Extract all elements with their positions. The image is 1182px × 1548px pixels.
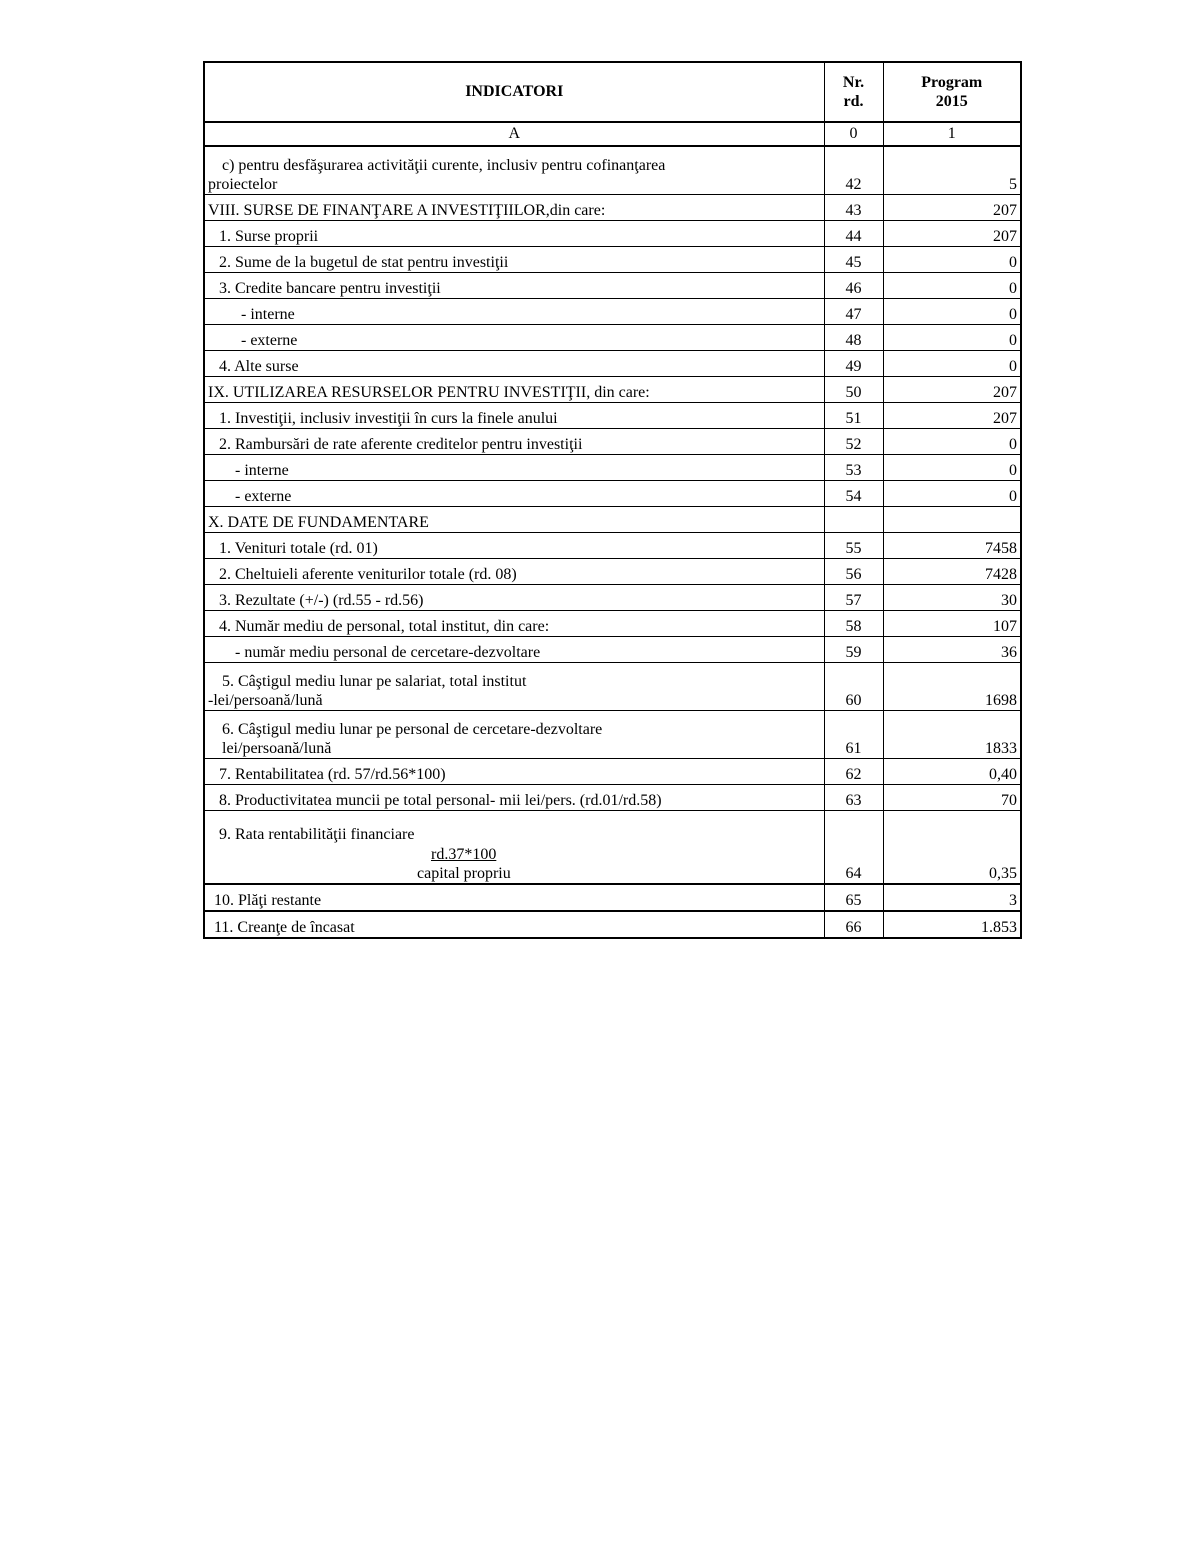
row-value: 207 xyxy=(883,221,1021,247)
row-nr: 55 xyxy=(824,533,883,559)
row-nr: 46 xyxy=(824,273,883,299)
table-row xyxy=(204,299,1021,325)
row-label: 7. Rentabilitatea (rd. 57/rd.56*100) xyxy=(204,759,824,785)
header-program-line2: 2015 xyxy=(935,93,968,110)
row-nr: 51 xyxy=(824,403,883,429)
table-row xyxy=(204,481,1021,507)
table-row xyxy=(204,711,1021,759)
row-value: 207 xyxy=(883,403,1021,429)
row-label: 1. Venituri totale (rd. 01) xyxy=(204,533,824,559)
row-label-line1: c) pentru desfăşurarea activităţii curente, inclusiv pentru cofinanţarea xyxy=(222,156,666,174)
row-nr: 59 xyxy=(824,637,883,663)
row-label: 2. Cheltuieli aferente veniturilor totale (rd. 08) xyxy=(204,559,824,585)
header-indicatori: INDICATORI xyxy=(204,62,824,122)
header-program-line1: Program xyxy=(921,73,983,91)
table-row xyxy=(204,195,1021,221)
row-value: 1833 xyxy=(883,711,1021,759)
row-value: 107 xyxy=(883,611,1021,637)
row-nr: 60 xyxy=(824,663,883,711)
row-label xyxy=(204,663,824,711)
table-row xyxy=(204,533,1021,559)
table-row xyxy=(204,377,1021,403)
table-row xyxy=(204,403,1021,429)
table-row xyxy=(204,785,1021,811)
row-value: 70 xyxy=(883,785,1021,811)
row-nr: 53 xyxy=(824,455,883,481)
table-row xyxy=(204,611,1021,637)
row-label-line1: 9. Rata rentabilităţii financiare xyxy=(219,826,415,844)
row-value: 0 xyxy=(883,325,1021,351)
row-nr: 50 xyxy=(824,377,883,403)
row-label: X. DATE DE FUNDAMENTARE xyxy=(204,507,824,533)
row-value: 0 xyxy=(883,299,1021,325)
table-row xyxy=(204,663,1021,711)
row-label: 2. Rambursări de rate aferente creditelor pentru investiţii xyxy=(204,429,824,455)
row-label: - externe xyxy=(204,325,824,351)
table-row xyxy=(204,325,1021,351)
row-label: 1. Investiţii, inclusiv investiţii în curs la finele anului xyxy=(204,403,824,429)
row-nr: 56 xyxy=(824,559,883,585)
row-value: 0,40 xyxy=(883,759,1021,785)
row-nr: 66 xyxy=(824,911,883,938)
row-label xyxy=(204,711,824,759)
table-row xyxy=(204,146,1021,195)
table-row xyxy=(204,811,1021,885)
row-nr: 45 xyxy=(824,247,883,273)
letter-a: A xyxy=(204,122,824,146)
table-row xyxy=(204,455,1021,481)
header-nr-line1: Nr. xyxy=(842,73,865,91)
row-nr: 49 xyxy=(824,351,883,377)
row-nr: 52 xyxy=(824,429,883,455)
row-label: IX. UTILIZAREA RESURSELOR PENTRU INVESTIŢII, din care: xyxy=(204,377,824,403)
row-label: 2. Sume de la bugetul de stat pentru investiţii xyxy=(204,247,824,273)
row-value: 0,35 xyxy=(883,811,1021,885)
row-value: 0 xyxy=(883,481,1021,507)
row-value: 0 xyxy=(883,455,1021,481)
row-value: 207 xyxy=(883,195,1021,221)
row-value: 0 xyxy=(883,351,1021,377)
row-label-line2: proiectelor xyxy=(208,175,278,193)
row-label: 4. Alte surse xyxy=(204,351,824,377)
row-value: 30 xyxy=(883,585,1021,611)
row-label: 8. Productivitatea muncii pe total personal- mii lei/pers. (rd.01/rd.58) xyxy=(204,785,824,811)
table-header-row xyxy=(204,62,1021,122)
row-nr: 61 xyxy=(824,711,883,759)
row-nr: 65 xyxy=(824,884,883,911)
row-nr: 57 xyxy=(824,585,883,611)
row-value: 7428 xyxy=(883,559,1021,585)
table-row xyxy=(204,429,1021,455)
header-nr-rd xyxy=(824,62,883,122)
row-label-line2: -lei/persoană/lună xyxy=(208,691,323,709)
row-nr xyxy=(824,507,883,533)
row-value: 1.853 xyxy=(883,911,1021,938)
table-row xyxy=(204,759,1021,785)
row-nr: 48 xyxy=(824,325,883,351)
table-row xyxy=(204,911,1021,938)
table-row xyxy=(204,585,1021,611)
row-value: 5 xyxy=(883,146,1021,195)
table-row xyxy=(204,351,1021,377)
row-label: - număr mediu personal de cercetare-dezvoltare xyxy=(204,637,824,663)
ratio-numerator: rd.37*100 xyxy=(431,845,497,863)
letter-v: 1 xyxy=(883,122,1021,146)
row-label: - interne xyxy=(204,455,824,481)
row-value: 0 xyxy=(883,247,1021,273)
row-nr: 43 xyxy=(824,195,883,221)
row-label: 4. Număr mediu de personal, total institut, din care: xyxy=(204,611,824,637)
row-label-line2: lei/persoană/lună xyxy=(222,739,332,757)
row-nr: 58 xyxy=(824,611,883,637)
row-label: - interne xyxy=(204,299,824,325)
row-label: VIII. SURSE DE FINANŢARE A INVESTIŢIILOR,din care: xyxy=(204,195,824,221)
row-value: 0 xyxy=(883,273,1021,299)
table-row xyxy=(204,507,1021,533)
row-label: - externe xyxy=(204,481,824,507)
row-label: 3. Credite bancare pentru investiţii xyxy=(204,273,824,299)
header-program-2015 xyxy=(883,62,1021,122)
table-row xyxy=(204,884,1021,911)
row-nr: 64 xyxy=(824,811,883,885)
row-label xyxy=(204,146,824,195)
row-value: 0 xyxy=(883,429,1021,455)
row-value: 36 xyxy=(883,637,1021,663)
table-row xyxy=(204,247,1021,273)
row-nr: 54 xyxy=(824,481,883,507)
row-nr: 47 xyxy=(824,299,883,325)
table-row xyxy=(204,637,1021,663)
row-label-line1: 5. Câştigul mediu lunar pe salariat, total institut xyxy=(222,672,527,690)
ratio-denominator: capital propriu xyxy=(417,864,511,882)
header-nr-line2: rd. xyxy=(843,93,864,110)
row-nr: 63 xyxy=(824,785,883,811)
row-value: 3 xyxy=(883,884,1021,911)
indicators-table xyxy=(203,61,1022,939)
table-row xyxy=(204,221,1021,247)
letter-n: 0 xyxy=(824,122,883,146)
row-label-line1: 6. Câştigul mediu lunar pe personal de cercetare-dezvoltare xyxy=(222,720,603,738)
row-nr: 42 xyxy=(824,146,883,195)
table-row xyxy=(204,273,1021,299)
row-label: 10. Plăţi restante xyxy=(204,884,824,911)
row-label: 1. Surse proprii xyxy=(204,221,824,247)
row-label xyxy=(204,811,824,885)
row-nr: 62 xyxy=(824,759,883,785)
row-value xyxy=(883,507,1021,533)
row-value: 1698 xyxy=(883,663,1021,711)
row-value: 207 xyxy=(883,377,1021,403)
column-letter-row xyxy=(204,122,1021,146)
row-label: 11. Creanţe de încasat xyxy=(204,911,824,938)
table-row xyxy=(204,559,1021,585)
row-label: 3. Rezultate (+/-) (rd.55 - rd.56) xyxy=(204,585,824,611)
row-value: 7458 xyxy=(883,533,1021,559)
row-nr: 44 xyxy=(824,221,883,247)
